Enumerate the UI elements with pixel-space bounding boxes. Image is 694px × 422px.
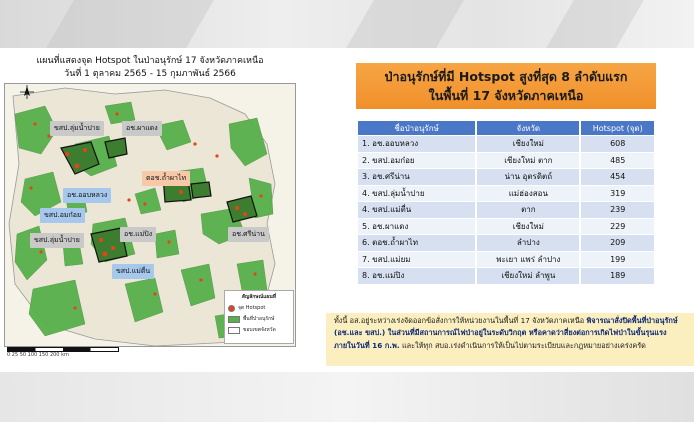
cell-province: แม่ฮ่องสอน (477, 186, 581, 202)
cell-province: ลำปาง (477, 235, 581, 251)
table-row (358, 235, 656, 251)
map-label-pai-2: ขสป.ลุ่มน้ำปาย (30, 233, 84, 248)
cell-province: ตาก (477, 202, 581, 218)
map-label-phadaeng: อช.ผาแดง (122, 121, 162, 136)
table-row (358, 252, 656, 268)
cell-province: เชียงใหม่ ลำพูน (477, 268, 581, 284)
map-label-srinan: อช.ศรีน่าน (228, 227, 269, 242)
legend-item-forest (228, 315, 290, 323)
background-shape (46, 0, 214, 48)
note-tail: และให้ทุก สบอ.เร่งดำเนินการให้เป็นไปตามระเบียบและกฎหมายอย่างเคร่งครัด (399, 340, 646, 350)
map-label-obluang: อช.ออบหลวง (63, 188, 111, 203)
action-note (326, 313, 694, 366)
cell-hotspot: 199 (581, 252, 656, 268)
headline-line2: ในพื้นที่ 17 จังหวัดภาคเหนือ (428, 88, 584, 103)
map-label-pai-1: ขสป.ลุ่มน้ำปาย (50, 121, 104, 136)
table-row (358, 169, 656, 185)
map-title-line2: วันที่ 1 ตุลาคม 2565 - 15 กุมภาพันธ์ 2566 (64, 69, 236, 79)
cell-hotspot: 608 (581, 136, 656, 152)
map-label-omkoi: ขสป.อมก๋อย (40, 208, 85, 223)
map-scale-bar (4, 346, 294, 358)
ranking-headline (356, 63, 656, 109)
hotspot-ranking-table (358, 120, 656, 285)
map-legend (224, 290, 294, 344)
map-label-maetuen: ขสป.แม่ตื่น (112, 264, 154, 279)
map-label-thamphathai: ตอช.ถ้ำผาไท (142, 171, 190, 186)
column-header-province: จังหวัด (477, 121, 581, 135)
cell-hotspot: 454 (581, 169, 656, 185)
table-row (358, 202, 656, 218)
cell-name: 6. ตอช.ถ้ำผาไท (358, 235, 477, 251)
cell-hotspot: 485 (581, 153, 656, 169)
map-title-line1: แผนที่แสดงจุด Hotspot ในป่าอนุรักษ์ 17 จังหวัดภาคเหนือ (36, 56, 264, 66)
bottom-background-band (0, 372, 694, 422)
column-header-name: ชื่อป่าอนุรักษ์ (358, 121, 477, 135)
legend-label: จุด Hotspot (238, 305, 266, 311)
scale-bar-text: 0 25 50 100 150 200 km (7, 352, 69, 358)
table-row (358, 219, 656, 235)
legend-item-boundary (228, 326, 290, 334)
note-emphasis: พิจารณาสั่งปิดพื้นที่ป่าอนุรักษ์ (อช.และ ขสป.) ในส่วนที่มีสถานการณ์ไฟป่าอยู่ในระดับวิกฤต หรือคาดว่าสี่ยงต่อการเกิดไฟป่าในขั้นรุนแรง ภายในวันที่ 16 ก.พ. (334, 316, 678, 350)
cell-hotspot: 319 (581, 186, 656, 202)
map-title (0, 55, 300, 81)
cell-hotspot: 189 (581, 268, 656, 284)
table-row (358, 153, 656, 169)
cell-name: 1. อช.ออบหลวง (358, 136, 477, 152)
cell-hotspot: 229 (581, 219, 656, 235)
boundary-swatch-icon (228, 327, 240, 334)
table-row (358, 186, 656, 202)
hotspot-swatch-icon (228, 305, 235, 312)
legend-title: สัญลักษณ์แผนที่ (241, 294, 277, 300)
cell-province: เชียงใหม่ (477, 136, 581, 152)
cell-name: 2. ขสป.อมก๋อย (358, 153, 477, 169)
note-lead: ทั้งนี้ อส.อยู่ระหว่างเร่งจัดออกข้อสั่งการให้หน่วยงานในพื้นที่ 17 จังหวัดภาคเหนือ (334, 316, 587, 325)
cell-name: 4. ขสป.ลุ่มน้ำปาย (358, 186, 477, 202)
cell-hotspot: 239 (581, 202, 656, 218)
cell-province: พะเยา แพร่ ลำปาง (477, 252, 581, 268)
cell-name: 4. ขสป.แม่ตื่น (358, 202, 477, 218)
table-header-row (358, 121, 656, 135)
map-label-maeping: อช.แม่ปิง (120, 227, 156, 242)
cell-name: 5. อช.ผาแดง (358, 219, 477, 235)
cell-name: 3. อช.ศรีน่าน (358, 169, 477, 185)
cell-province: น่าน อุตรดิตถ์ (477, 169, 581, 185)
column-header-hotspot: Hotspot (จุด) (581, 121, 656, 135)
table-row (358, 268, 656, 284)
table-row (358, 136, 656, 152)
legend-label: พื้นที่ป่าอนุรักษ์ (243, 316, 275, 322)
legend-label: ขอบเขตจังหวัด (243, 327, 276, 333)
cell-name: 7. ขสป.แม่ยม (358, 252, 477, 268)
legend-item-hotspot (228, 304, 290, 312)
cell-province: เชียงใหม่ (477, 219, 581, 235)
forest-swatch-icon (228, 316, 240, 323)
cell-province: เชียงใหม่ ตาก (477, 153, 581, 169)
cell-hotspot: 209 (581, 235, 656, 251)
headline-line1: ป่าอนุรักษ์ที่มี Hotspot สูงที่สุด 8 ลำดับแรก (384, 69, 628, 84)
cell-name: 8. อช.แม่ปิง (358, 268, 477, 284)
